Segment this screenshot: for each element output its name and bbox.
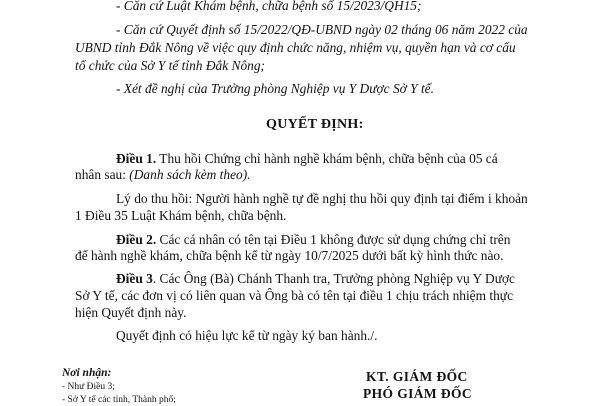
article-2-text: Các cá nhân có tên tại Điều 1 không được sử dụng chứng chỉ trên — [156, 232, 511, 247]
revocation-reason-cont: 1 Điều 35 Luật Khám bệnh, chữa bệnh. — [75, 208, 287, 223]
recipient-item-2: - Sở Y tế các tỉnh, Thành phố; — [62, 395, 176, 405]
preamble-decision-basis-cont: UBND tỉnh Đắk Nông về việc quy định chức năng, nhiệm vụ, quyền hạn và cơ cấu — [75, 40, 516, 55]
article-1-attachment-note: (Danh sách kèm theo). — [129, 167, 251, 182]
article-3-line-2: Sở Y tế, các đơn vị có liên quan và Ông bà có tên tại điều 1 chịu trách nhiệm thực — [75, 288, 514, 303]
article-3-text: . Các Ông (Bà) Chánh Thanh tra, Trưởng phòng Nghiệp vụ Y Dược — [152, 271, 515, 286]
article-1-text-cont: nhân sau: — [75, 167, 130, 182]
article-1-label: Điều 1. — [116, 151, 157, 166]
preamble-decision-basis-end: tổ chức của Sở Y tế tỉnh Đắk Nông; — [75, 58, 265, 73]
article-3-line-1 — [116, 270, 515, 287]
article-2-label: Điều 2. — [116, 232, 157, 247]
preamble-decision-basis: - Căn cứ Quyết định số 15/2022/QĐ-UBND ngày 02 tháng 06 năm 2022 của — [116, 22, 528, 37]
article-3-line-3: hiện Quyết định này. — [75, 305, 187, 320]
recipient-item-1: - Như Điều 3; — [62, 382, 115, 392]
article-2-line-1 — [116, 231, 510, 248]
effective-clause: Quyết định có hiệu lực kể từ ngày ký ban hành./. — [116, 328, 378, 343]
recipients-title: Nơi nhận: — [62, 367, 112, 379]
decision-heading: QUYẾT ĐỊNH: — [266, 117, 364, 132]
article-1-text: Thu hồi Chứng chỉ hành nghề khám bệnh, chữa bệnh của 05 cá — [156, 151, 498, 166]
signature-on-behalf: KT. GIÁM ĐỐC — [366, 369, 468, 384]
article-1-line-2 — [75, 166, 251, 183]
article-3-label: Điều 3 — [116, 271, 153, 286]
article-1-line-1 — [116, 150, 498, 167]
preamble-proposal: - Xét đề nghị của Trưởng phòng Nghiệp vụ Y Dược Sở Y tế. — [116, 81, 434, 96]
signature-title: PHÓ GIÁM ĐỐC — [363, 386, 473, 401]
preamble-law-basis: - Căn cứ Luật Khám bệnh, chữa bệnh số 15/2023/QH15; — [116, 0, 422, 13]
article-2-line-2: để hành nghề khám, chữa bệnh kể từ ngày 10/7/2025 dưới bất kỳ hình thức nào. — [75, 248, 504, 263]
revocation-reason: Lý do thu hồi: Người hành nghề tự đề nghị thu hồi quy định tại điểm i khoản — [116, 191, 528, 206]
